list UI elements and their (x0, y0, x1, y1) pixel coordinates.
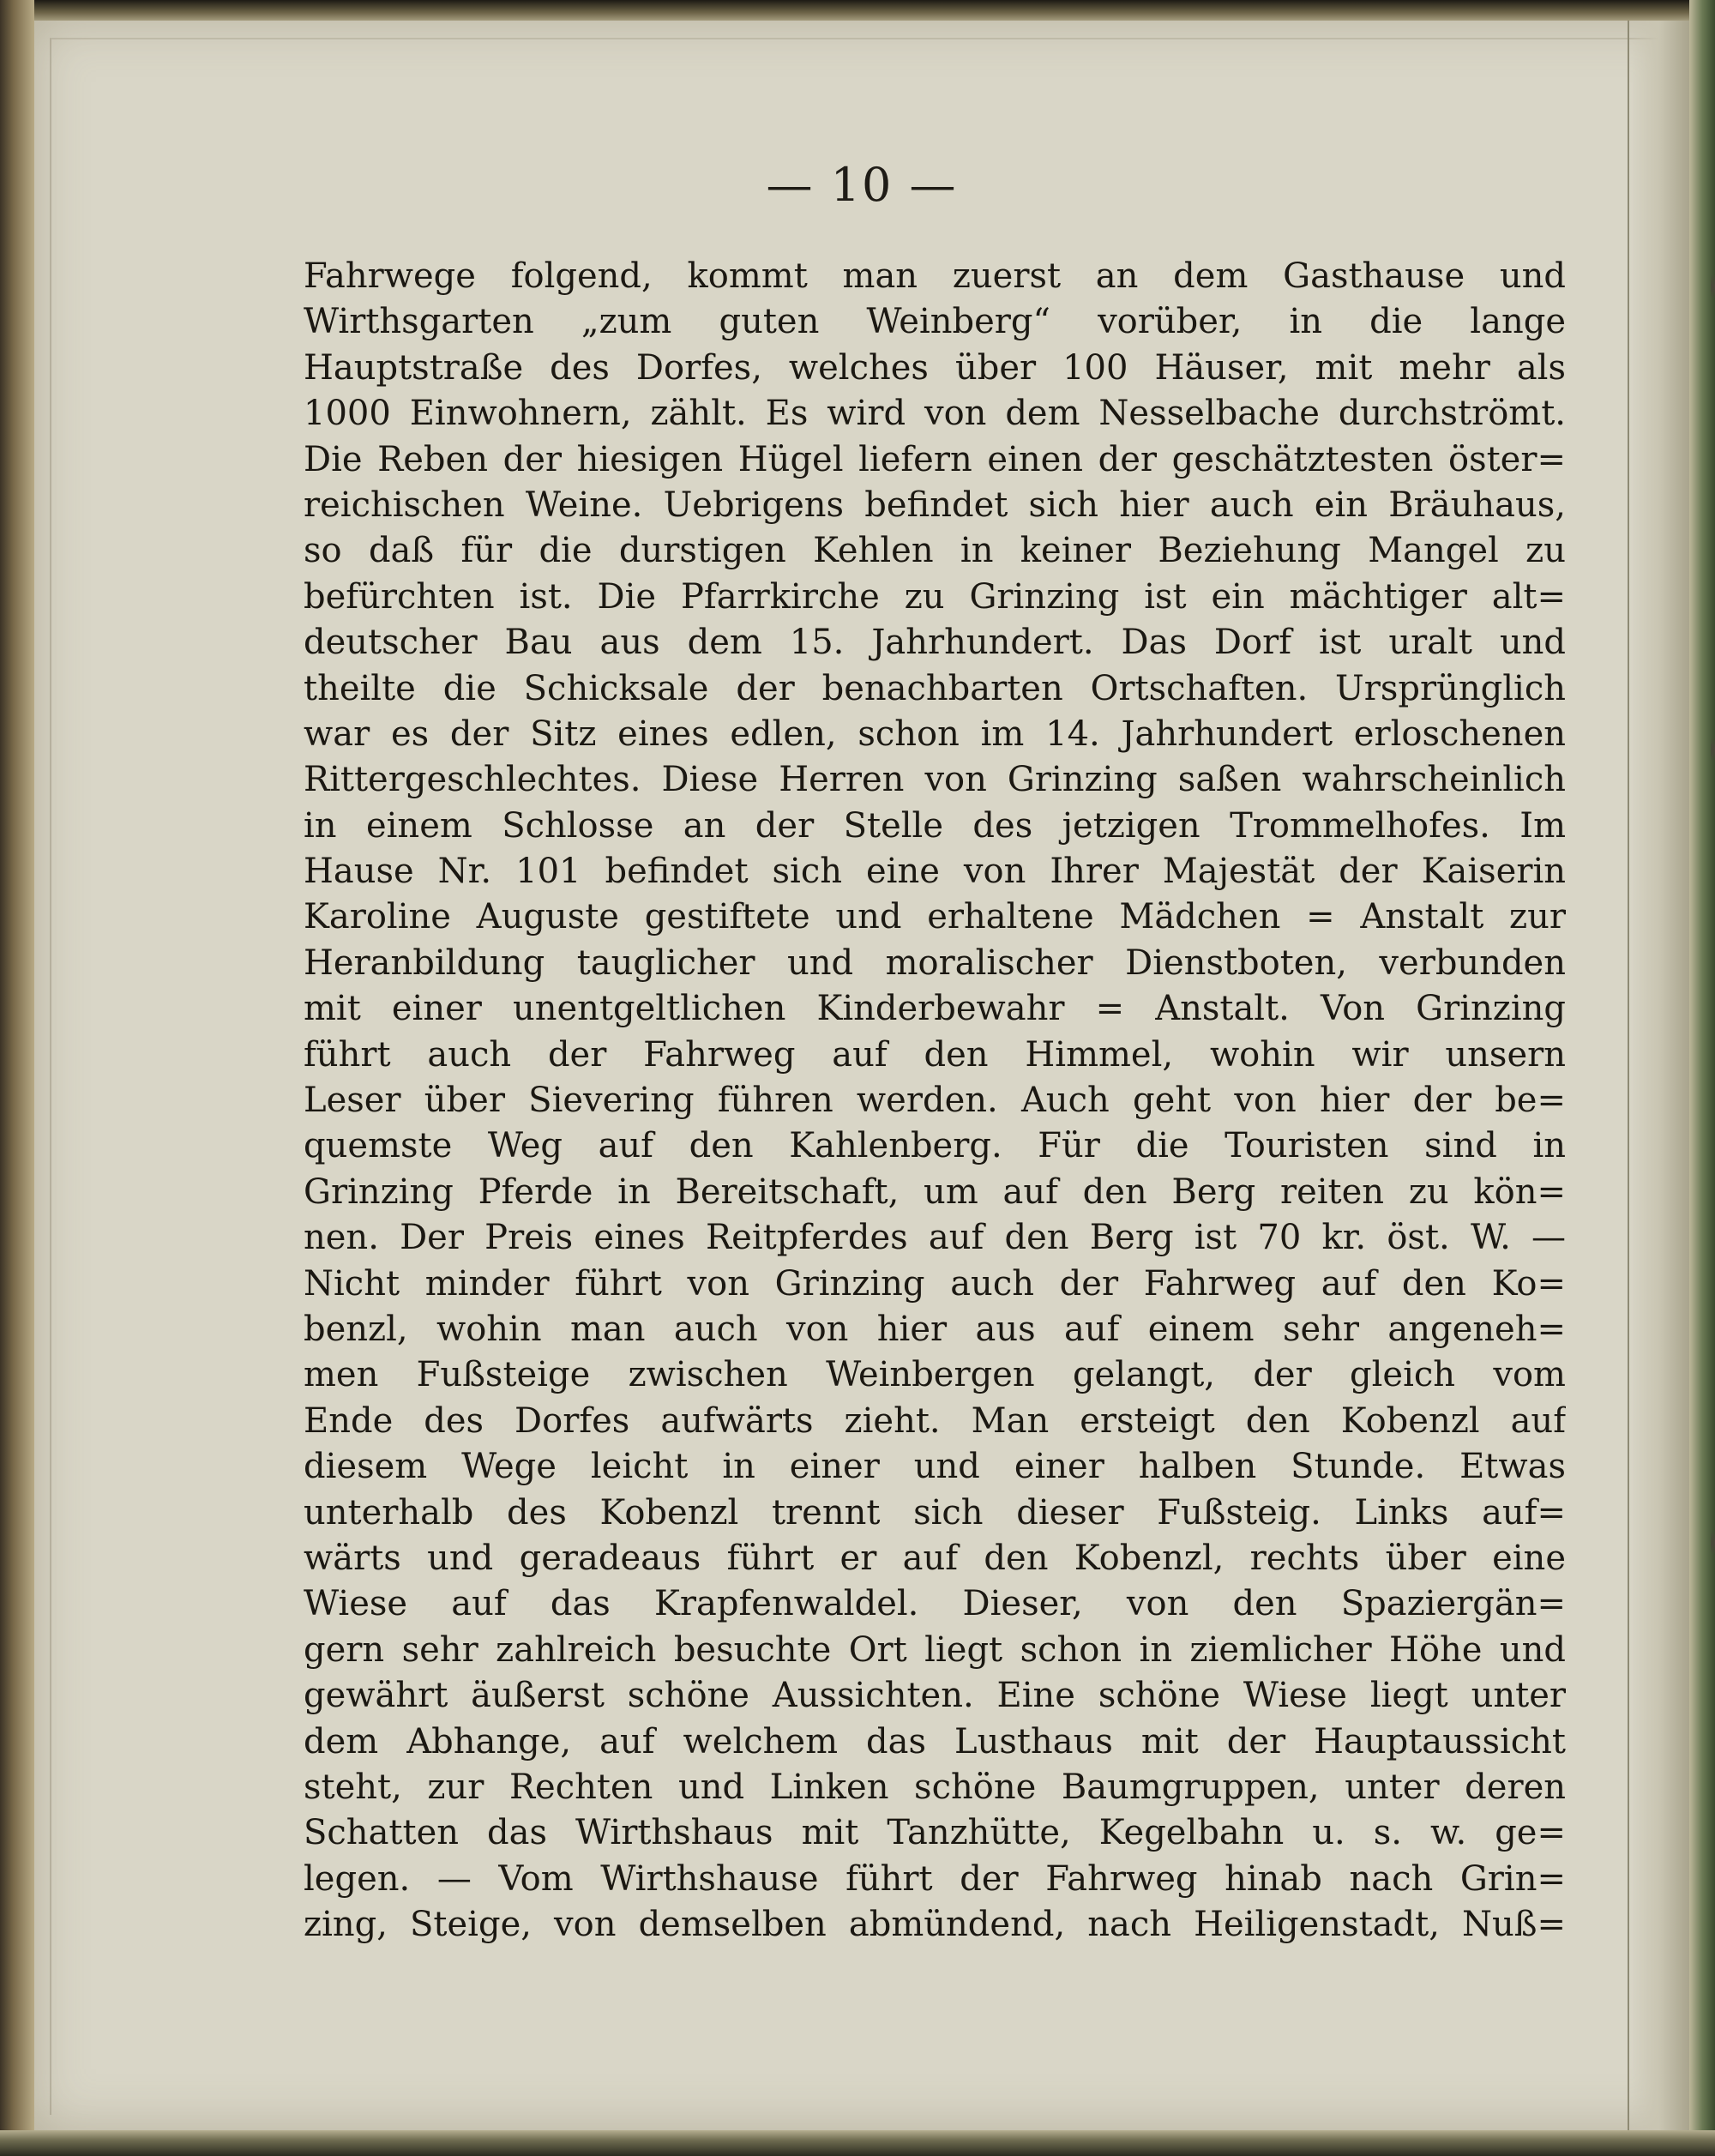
binding-thread (1711, 732, 1715, 767)
text-line: theilte die Schicksale der benachbarten Ortschaften. Ursprünglich (304, 668, 1566, 708)
text-line: Nicht minder führt von Grinzing auch der Fahrweg auf den Ko= (304, 1263, 1566, 1304)
text-line: Schatten das Wirthshaus mit Tanzhütte, Kegelbahn u. s. w. ge= (304, 1813, 1566, 1853)
text-line: benzl, wohin man auch von hier aus auf einem sehr angeneh= (304, 1309, 1566, 1349)
text-line: deutscher Bau aus dem 15. Jahrhundert. Das Dorf ist uralt und (304, 623, 1566, 663)
text-line: in einem Schlosse an der Stelle des jetzigen Trommelhofes. Im (304, 805, 1566, 846)
text-line: mit einer unentgeltlichen Kinderbewahr = Anstalt. Von Grinzing (304, 989, 1566, 1029)
text-line: Ende des Dorfes aufwärts zieht. Man ersteigt den Kobenzl auf (304, 1400, 1566, 1441)
body-text (304, 254, 1566, 1948)
text-line: Die Reben der hiesigen Hügel liefern einen der geschätztesten öster= (304, 439, 1566, 479)
text-line: Karoline Auguste gestiftete und erhaltene Mädchen = Anstalt zur (304, 897, 1566, 937)
text-line: Grinzing Pferde in Bereitschaft, um auf den Berg reiten zu kön= (304, 1171, 1566, 1212)
text-line: gewährt äußerst schöne Aussichten. Eine schöne Wiese liegt unter (304, 1676, 1566, 1716)
text-line: Wirthsgarten „zum guten Weinberg“ vorüber, in die lange (304, 302, 1566, 342)
text-line: gern sehr zahlreich besuchte Ort liegt schon in ziemlicher Höhe und (304, 1629, 1566, 1670)
binding-thread (1711, 1526, 1715, 1560)
text-line: men Fußsteige zwischen Weinbergen gelangt, der gleich vom (304, 1355, 1566, 1395)
text-line: nen. Der Preis eines Reitpferdes auf den Berg ist 70 kr. öst. W. — (304, 1218, 1566, 1258)
page-gutter (1628, 21, 1689, 2130)
text-line: dem Abhange, auf welchem das Lusthaus mit der Hauptaussicht (304, 1721, 1566, 1762)
text-line: legen. — Vom Wirthshause führt der Fahrweg hinab nach Grin= (304, 1858, 1566, 1899)
text-line: diesem Wege leicht in einer und einer halben Stunde. Etwas (304, 1447, 1566, 1487)
text-line: zing, Steige, von demselben abmündend, nach Heiligenstadt, Nuß= (304, 1905, 1566, 1945)
text-line: reichischen Weine. Uebrigens befindet sich hier auch ein Bräuhaus, (304, 485, 1566, 525)
text-line: war es der Sitz eines edlen, schon im 14. Jahrhundert erloschenen (304, 714, 1566, 754)
text-line: unterhalb des Kobenzl trennt sich dieser Fußsteig. Links auf= (304, 1492, 1566, 1533)
text-line: Leser über Sievering führen werden. Auch geht von hier der be= (304, 1081, 1566, 1121)
text-line: wärts und geradeaus führt er auf den Kobenzl, rechts über eine (304, 1538, 1566, 1578)
text-line: quemste Weg auf den Kahlenberg. Für die Touristen sind in (304, 1126, 1566, 1166)
binding-thread (1711, 269, 1715, 304)
text-line: Hause Nr. 101 befindet sich eine von Ihrer Majestät der Kaiserin (304, 852, 1566, 892)
text-line: Rittergeschlechtes. Diese Herren von Grinzing saßen wahrscheinlich (304, 760, 1566, 800)
text-line: 1000 Einwohnern, zählt. Es wird von dem Nesselbache durchströmt. (304, 394, 1566, 434)
text-line: so daß für die durstigen Kehlen in keiner Beziehung Mangel zu (304, 531, 1566, 571)
text-line: führt auch der Fahrweg auf den Himmel, wohin wir unsern (304, 1034, 1566, 1075)
book-edge-left (0, 0, 34, 2156)
book-edge-right (1689, 0, 1715, 2156)
book-edge-bottom (0, 2130, 1715, 2156)
text-line: Wiese auf das Krapfenwaldel. Dieser, von den Spaziergän= (304, 1584, 1566, 1624)
text-line: Fahrwege folgend, kommt man zuerst an dem Gasthause und (304, 256, 1566, 296)
text-line: Hauptstraße des Dorfes, welches über 100 Häuser, mit mehr als (304, 347, 1566, 388)
page-number: — 10 — (766, 158, 958, 212)
text-line: befürchten ist. Die Pfarrkirche zu Grinzing ist ein mächtiger alt= (304, 576, 1566, 617)
book-edge-top (0, 0, 1715, 21)
text-line: Heranbildung tauglicher und moralischer Dienstboten, verbunden (304, 942, 1566, 983)
text-line: steht, zur Rechten und Linken schöne Baumgruppen, unter deren (304, 1767, 1566, 1807)
book-page (34, 21, 1689, 2130)
